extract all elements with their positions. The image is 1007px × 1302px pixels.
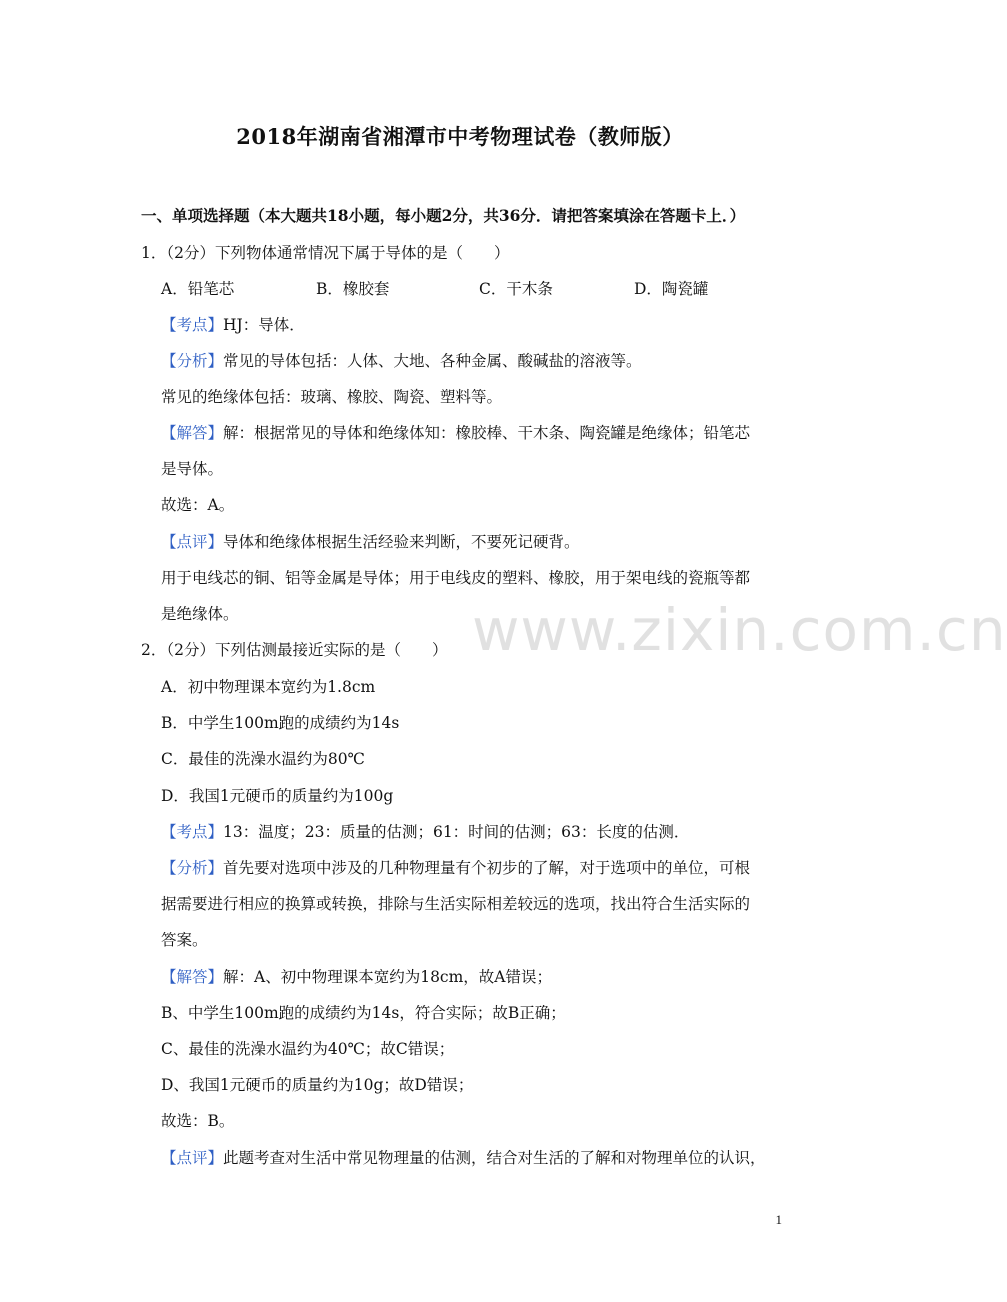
fenxi-text: 首先要对选项中涉及的几种物理量有个初步的了解，对于选项中的单位，可根 <box>223 859 751 877</box>
question-1-option-b: B．橡胶套 <box>316 280 390 298</box>
fenxi-tag: 【分析】 <box>161 352 224 370</box>
question-2-option-b: B．中学生100m跑的成绩约为14s <box>161 714 400 732</box>
q1-fenxi-line2: 常见的绝缘体包括：玻璃、橡胶、陶瓷、塑料等。 <box>161 388 503 406</box>
dianping-tag: 【点评】 <box>161 1149 224 1167</box>
jieda-text: 解：A、初中物理课本宽约为18cm，故A错误； <box>223 968 553 986</box>
q1-fenxi <box>161 349 642 371</box>
q1-dianping <box>161 530 580 552</box>
jieda-text: 解：根据常见的导体和绝缘体知：橡胶棒、干木条、陶瓷罐是绝缘体；铅笔芯 <box>223 424 751 442</box>
q1-jieda-line2: 是导体。 <box>161 460 224 478</box>
q2-jieda-line4: D、我国1元硬币的质量约为10g；故D错误； <box>161 1076 474 1094</box>
q1-answer: 故选：A。 <box>161 496 235 514</box>
jieda-tag: 【解答】 <box>161 968 224 986</box>
question-2-stem: 2．（2分）下列估测最接近实际的是（ ） <box>141 641 448 659</box>
q1-dianping-line3: 是绝缘体。 <box>161 605 239 623</box>
question-1-option-d: D．陶瓷罐 <box>634 280 709 298</box>
question-1-option-c: C．干木条 <box>479 280 553 298</box>
q2-answer: 故选：B。 <box>161 1112 235 1130</box>
fenxi-text: 常见的导体包括：人体、大地、各种金属、酸碱盐的溶液等。 <box>223 352 642 370</box>
section-heading: 一、单项选择题（本大题共18小题，每小题2分，共36分．请把答案填涂在答题卡上．） <box>141 206 746 225</box>
fenxi-tag: 【分析】 <box>161 859 224 877</box>
q1-jieda <box>161 421 750 443</box>
question-2-option-d: D．我国1元硬币的质量约为100g <box>161 787 394 805</box>
q2-kaodian <box>161 820 689 842</box>
q2-jieda-line2: B、中学生100m跑的成绩约为14s，符合实际；故B正确； <box>161 1004 566 1022</box>
q1-dianping-line2: 用于电线芯的铜、铝等金属是导体；用于电线皮的塑料、橡胶，用于架电线的瓷瓶等都 <box>161 569 751 587</box>
kaodian-tag: 【考点】 <box>161 823 224 841</box>
question-1-stem: 1．（2分）下列物体通常情况下属于导体的是（ ） <box>141 244 510 262</box>
q2-dianping <box>161 1146 766 1168</box>
page-number: 1 <box>775 1212 782 1227</box>
dianping-text: 此题考查对生活中常见物理量的估测，结合对生活的了解和对物理单位的认识， <box>223 1149 766 1167</box>
dianping-text: 导体和绝缘体根据生活经验来判断，不要死记硬背。 <box>223 533 580 551</box>
watermark: www.zixin.com.cn <box>472 596 1007 664</box>
q2-fenxi-line2: 据需要进行相应的换算或转换，排除与生活实际相差较远的选项，找出符合生活实际的 <box>161 895 751 913</box>
question-2-option-a: A．初中物理课本宽约为1.8cm <box>161 678 376 696</box>
kaodian-tag: 【考点】 <box>161 316 224 334</box>
question-1-option-a: A．铅笔芯 <box>161 280 235 298</box>
q2-fenxi-line3: 答案。 <box>161 931 208 949</box>
q1-kaodian <box>161 313 305 335</box>
kaodian-text: HJ：导体． <box>223 316 305 334</box>
jieda-tag: 【解答】 <box>161 424 224 442</box>
q2-jieda <box>161 965 552 987</box>
page-title: 2018年湖南省湘潭市中考物理试卷（教师版） <box>236 124 684 149</box>
question-2-option-c: C．最佳的洗澡水温约为80℃ <box>161 750 365 768</box>
dianping-tag: 【点评】 <box>161 533 224 551</box>
q2-jieda-line3: C、最佳的洗澡水温约为40℃；故C错误； <box>161 1040 455 1058</box>
q2-fenxi <box>161 856 750 878</box>
kaodian-text: 13：温度；23：质量的估测；61：时间的估测；63：长度的估测． <box>223 823 690 841</box>
